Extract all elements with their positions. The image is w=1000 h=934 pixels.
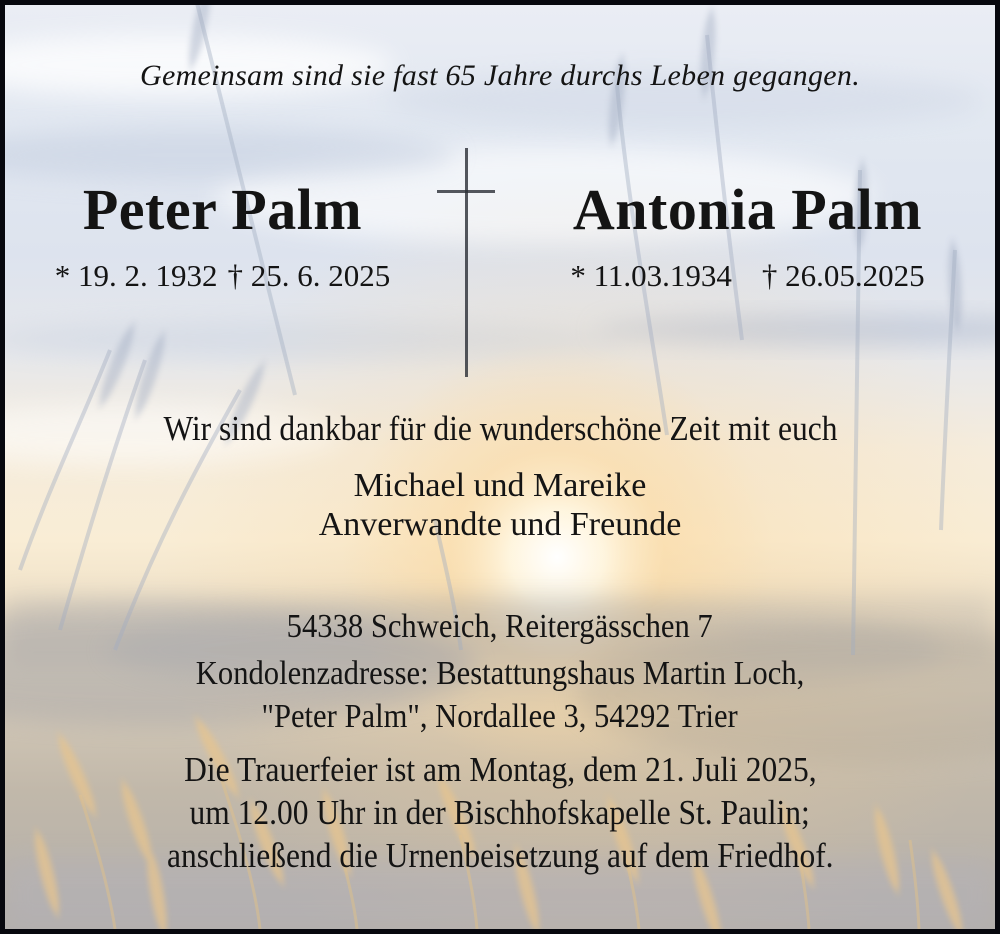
mourners-line: Michael und Mareike [353,467,647,504]
cross-vertical-bar [465,148,468,377]
condolence-line: Kondolenzadresse: Bestattungshaus Martin Loch, [195,655,805,692]
mourners-line: Anverwandte und Freunde [318,506,682,543]
condolence-line: "Peter Palm", Nordallee 3, 54292 Trier [261,698,739,735]
home-address-line: 54338 Schweich, Reitergässchen 7 [286,608,714,645]
birth-date: * 11.03.1934 [570,258,732,293]
deceased-left [15,177,430,294]
mourners [5,466,995,544]
condolence-address [5,652,995,738]
birth-date: * 19. 2. 1932 [54,258,218,293]
cross-horizontal-bar [437,190,495,193]
intro-line: Gemeinsam sind sie fast 65 Jahre durchs Leben gegangen. [139,59,860,92]
death-date: † 26.05.2025 [761,258,925,293]
deceased-right [525,177,970,294]
deceased-name: Peter Palm [82,177,363,242]
funeral-line: anschließend die Urnenbeisetzung auf dem Friedhof. [166,836,834,875]
funeral-line: Die Trauerfeier ist am Montag, dem 21. Juli 2025, [183,750,817,789]
funeral-line: um 12.00 Uhr in der Bischhofskapelle St. Paulin; [189,793,811,832]
deceased-dates [525,258,970,294]
deceased-name: Antonia Palm [572,177,923,242]
deceased-dates [15,258,430,294]
funeral-info [5,748,995,877]
thanks-line: Wir sind dankbar für die wunderschöne Zeit mit euch [162,409,838,448]
death-date: † 25. 6. 2025 [227,258,391,293]
